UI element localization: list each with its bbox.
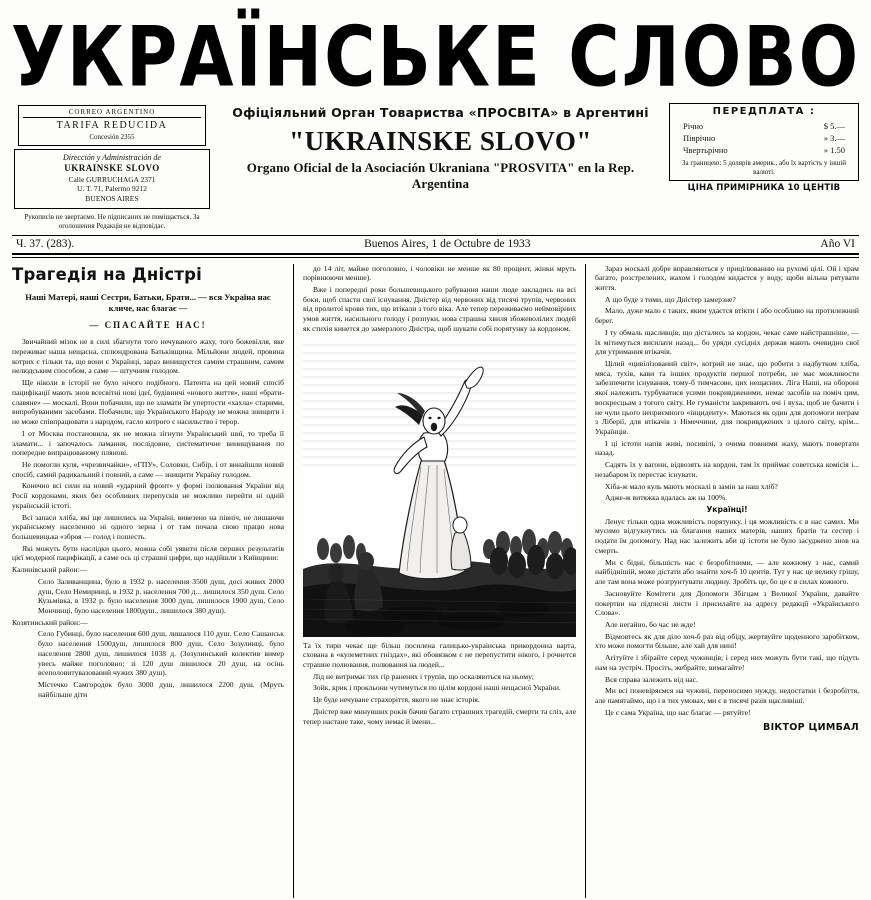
paragraph: Ще ніколи в історії не було нічого подібного. Патента на цей новий спосіб пацифікації мають знов всесвітні нові ідеї, будівничі «нового життя», наші «брати-славяне» — москалі. Вони побачили, що не зламати їм упертости «хахла» старими, випробуваними засобами. Побачили, що Українського Народу не можна знищити і не може співпрацювати з народом, гасло котрого є насильство і терор. [12, 378, 284, 427]
correo-line-2: TARIFA REDUCIDA [56, 120, 168, 132]
paragraph: Ми є бідні, більшість нас є безробітними, — але кожному з нас, самий найбіднішій, може дістати або знайти хоч-б 10 центів. Тут у нас це велику грішу, але там вона може розгрунтувати людину. Зробіть це, бо це є в силах кожного. [595, 557, 859, 587]
issue-number: Ч. 37. (283). [16, 238, 75, 251]
paragraph: І ці істоти напів живі, посивілі, з очима повними жаху, мають повертати назад. [595, 438, 859, 458]
district-heading: Калинівський район:— [12, 565, 88, 575]
issue-year: Año VI [820, 238, 855, 251]
masthead [0, 0, 871, 106]
address-line-5: BUENOS AIRES [85, 194, 139, 204]
address-line-2: UKRAINSKE SLOVO [64, 162, 160, 173]
subscription-row-yearly [673, 120, 855, 132]
paragraph: Зойк, крик і прокльони чутимуться по цілім кордоні наші нещасної України. [313, 683, 561, 693]
page-title: Трагедія на Дністрі [12, 264, 202, 284]
masthead-title: УКРАЇНСЬКЕ СЛОВО [10, 8, 861, 106]
paragraph: Адже-ж витяжка вдалась аж на 100%. [605, 493, 728, 503]
paragraph: Конечно всі сили на новий «ударний фронт» у формі ізолювання України від Росії кордонами, яких без особливих перепусків не можливо перейти ні одній українській істоті. [12, 481, 284, 510]
subscription-period-quarter: Чвертьрічно [683, 145, 728, 156]
paragraph: А що буде з тими, що Дністер замерзне? [605, 294, 736, 304]
issue-place-date: Buenos Aires, 1 de Octubre de 1933 [364, 238, 531, 251]
paragraph: Ми всі поневіряємся на чужині, переносимо нужду, недостатки і безробіття, але памятаймо, що і в тих умовах, ми є в тисячі разів щасливіші. [595, 686, 859, 705]
paragraph: Засновуйте Комітети для Допомоги Збігцам з Великої України, давайте покертви на підписні листи і присилайте на адресу редакції «Українського Слова». [595, 588, 859, 618]
paragraph: Хіба-ж мало куль мають москалі в замін за наш хліб? [605, 481, 778, 491]
village-list: Містечко Самгородок було 3000 душ, лишилося 2200 душ. (Мруть найбільше діти [38, 680, 284, 699]
paragraph: Зараз москалі добре вправляються у прицілюванню на рухомі цілі. Ой і храм багато, розстрелених, жахом і голодом кидаєтся у воду, щоби вільна рятувати життя. [595, 263, 859, 292]
subscription-row-quarter [673, 144, 855, 156]
paragraph: до 14 літ, майже поголовно, і чоловіки не менше як 80 процент, жінки мруть порівнюючи менше). [303, 263, 576, 283]
official-organ-line: Офіціяльний Орган Товариства «ПРОСВІТА» в Аргентині [232, 104, 649, 120]
column-2 [294, 264, 586, 898]
subscription-price-quarter: » 1.50 [823, 145, 845, 156]
issue-row [0, 236, 871, 253]
subscription-price-halfyear: » 3.— [823, 132, 845, 143]
subscription-price-yearly: $ 5.— [823, 120, 845, 131]
subscription-row-halfyear [673, 132, 855, 144]
illustration-engraving [303, 337, 576, 637]
paragraph: Цілий «цивілізований світ», котрий не знає, що робити з надбутком хліба, мяса, тухів, кави та інших продуктів першої потреби, не має можливости забезпечити існування, тому-б тимчасове, цих нещасних. Ліга Наші, на обороні якої належить турбуватися усими покривдженими, немає засобів на поміч цим, воскресцьам з тогого світу. Не гуманісти закривають очі і вуха, щоб не бачити і не чули цього неприємного «інциденту». Маються як один для допомоги неграм з Ліберії, для втікачів з Німеччини, для покривджених з цілого світу, крім... Українців. [595, 358, 859, 437]
subscription-box [669, 103, 859, 194]
paragraph: Відмовтесь як для діло хоч-б раз від обіду, жертвуйте щоденного заробітком, хто може помогти більше, але хай для нині! [595, 631, 859, 651]
author-signature: ВІКТОР ЦИМБАЛ [763, 722, 859, 734]
paragraph: Вся справа залежить від нас. [605, 674, 698, 684]
article-lead: Наші Матері, наші Сестри, Батьки, Брати... — вся Україна нас кличе, нас благає — [25, 291, 271, 314]
correo-line-1: CORREO ARGENTINO [23, 108, 201, 119]
spanish-subtitle: Organo Oficial de la Asociación Ukraniana "PROSVITA" en la Rep. Argentina [246, 159, 635, 191]
paragraph: Це буде нечуване страхоріття, якого не знає історія. [313, 695, 480, 705]
header-left-block [12, 103, 212, 232]
village-list: Село Заливанщина, було в 1932 р. населення 3500 душ, досі живих 2000 душ, Село Немиринці, в 1932 р. населення 700 д... лишилося 350 душ. Село Кузьмівка, в 1932 р. було населення 3000 душ, лишилося 1900 душ, Село Мончинці, було населення 1800душ., лишилося 380 душ). [38, 576, 284, 616]
postal-rate-box [18, 105, 206, 146]
article-body [0, 258, 871, 898]
paragraph: Вже і попередні роки большевицького рабування наши люде закладись на всі боки, щоб спасти свої існування. Дністер від червоних від тисячі трупів, червоних від пролитої крови тих, що втікали з того віка. Але тепер переживаємо неймовірних умов життя, насильного голоду і розпуки, нова страшна хвиля збожеволілих людей як стихія кинется до замерзлого Дністра, щоб шукати собі порятунку за кордоном. [303, 284, 576, 333]
appeal-heading: Українці! [706, 505, 748, 515]
column-3 [586, 264, 859, 898]
paragraph: Агітуйте і збірайте серед чужинців; і серед них можуть бути такі, що підуть нам на зустріч. Просіть, жебрайте, вимагайте! [595, 653, 859, 672]
subscription-period-yearly: Річно [683, 120, 704, 131]
address-line-1: Dirección y Administración de [63, 152, 161, 162]
issue-rule-bottom [12, 253, 859, 255]
village-list: Село Губинці, було населення 600 душ, лишалося 110 душ. Село Сашанськ було населення 1500душ, лишилося 800 душ, Село Зозулинці, було населення 2800 душ, лишилося 1038 д. (Зозулинський колектив вимер увесь майже поголовно; зі 120 душ лишилося 20 душ, на осінь всеполовитувазований чужих 380 душ). [38, 629, 284, 678]
paragraph: І ту обмаль щасливців, що дістались за кордон, чекає саме найстрашніше, — їх мітимуться висилати назад... бо уряди сусідніх держав мають очевидно свої для утримання втікачів. [595, 327, 859, 357]
paragraph: Лід не витримає тих гір ранених і трупів, що оскаляються на ньому; [313, 671, 534, 681]
correo-line-3: Concesión 2355 [89, 132, 135, 141]
header-center-block [220, 103, 661, 232]
subscription-period-halfyear: Піврічно [683, 132, 716, 143]
paragraph: Які можуть бути наслідки цього, можна собі уявити після перших результатів цієї модерної пацифікації, а саме ось ці страшні цифри, що надійшли з Київщини: [12, 543, 284, 563]
paragraph: Але негайно, бо час не жде! [605, 619, 696, 629]
address-box [14, 149, 210, 209]
address-line-3: Calle GURRUCHAGA 2371 [68, 174, 156, 184]
paragraph: Всі запаси хліба, які ще лишились на Україні, вивезено на північ, не лишаючи українському населенню ні одного зерна і от там почала свою працю нова большевицька «зброя — голод і пошесть. [12, 512, 284, 541]
column-1 [12, 264, 294, 898]
editorial-note: Рукописів не звертаємо. Не підписаних не поміщається. За оголошення Редакція не відповідає. [24, 212, 200, 230]
illustration-caption: Та їх тири чекає ще більш посилена галицько-украінська прикордонна варта, схована в «кулеметних гніздах», які обовязком є не перепустити нікого, і рочнется страшне полювання, полювання на людей... [303, 640, 576, 669]
illustration [303, 337, 576, 637]
paragraph: Це є сама Україна, що нас благає — рятуйте! [605, 707, 751, 717]
subscription-title: ПЕРЕДПЛАТА : [712, 105, 816, 117]
paragraph: Мало, дуже мало є таких, яким удаєтся втікти і або особливо на протилежний берег. [595, 306, 859, 326]
paragraph: Звичайний мізок не в силі збагнути того нечуваного жаху, того божевілля, яке переживає нашa нещасна, сплюндрована Батьківщина. Мільйони людей, провина котрих є тільки та, що вони є Українці, зараз винищуєтся самим страшним, самим нелюдським способом, а саме — штучним голодом. [12, 337, 284, 376]
spanish-title: "UKRAINSKE SLOVO" [289, 125, 592, 156]
paragraph: Не помогли куля, «чрезвичайки», «ГПУ», Соловки, Сибір, і от винайшли новий спосіб, самий радикальний і повний, а саме — знищити Україну голодом. [12, 459, 284, 479]
subscription-note: За границею: 5 долярів америк., або їх вартість у іншій валюті. [681, 159, 847, 176]
header-info-row [0, 101, 871, 232]
paragraph: І от Москва постановила, як не можна зігнути Український шиї, то треба її зламати... і започалось ламання, послідовне, систематичне винищування по попередне випрацюваному плянові. [12, 428, 284, 458]
paragraph: Садять їх у вагони, відвозять на кордон, там їх приймає советська комісія і... незабаром їх перестає існувати. [595, 460, 859, 479]
article-callout: — СПАСАЙТЕ НАС! [89, 319, 207, 330]
district-heading: Козятинський район:— [12, 617, 88, 627]
copy-price: ЦІНА ПРИМІРНИКА 10 ЦЕНТІВ [673, 180, 855, 193]
paragraph: Ленує тільки одна можливість порятунку, і ця можливість є в нас самих. Ми мусимо відгукнутись на благання наших матерів, наших братів та сестер і подати їм допомогу. Над нас залежить аби ці істоти не було засуджено знов на смерть. [595, 516, 859, 555]
address-line-4: U. T. 71, Palermo 9212 [77, 184, 147, 194]
paragraph: Дністер вже минувших років бачив багато страшних трагедій, смерти та сліз, але тепер настане таке, чому немає й імени... [303, 706, 576, 726]
